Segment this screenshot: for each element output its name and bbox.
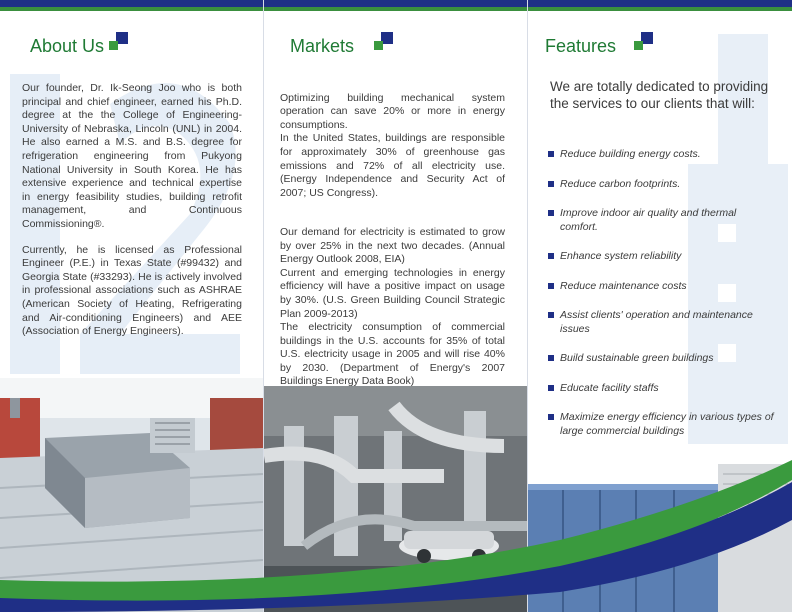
square-bullet-icon	[548, 385, 554, 391]
heading-square-icon	[634, 41, 643, 50]
list-item: Educate facility staffs	[548, 382, 774, 396]
square-bullet-icon	[548, 312, 554, 318]
list-item: Enhance system reliability	[548, 250, 774, 264]
list-item: Reduce carbon footprints.	[548, 178, 774, 192]
about-heading: About Us	[30, 36, 105, 56]
list-item: Improve indoor air quality and thermal comfort.	[548, 207, 774, 234]
markets-paragraph: Optimizing building mechanical system operation can save 20% or more in energy consumptions. In the United States, buildings are responsible for approximately 30% of greenhouse gas emissions and 72% of all electricity use. (Energy Independence and Security Act of 2007; US Congress).	[280, 91, 505, 199]
markets-paragraph: Our demand for electricity is estimated to grow by over 25% in the next two decades. (Annual Energy Outlook 2008, EIA) Current and emerging technologies in energy efficiency will have a positive impact on usage by 30%. (U.S. Green Building Council Strategic Plan 2009-2013) The electricity consumption of commercial buildings in the U.S. accounts for 35% of total U.S. electricity usage in 2005 and will rise 40% by 2030. (Department of Energy's 2007 Buildings Energy Data Book)	[280, 225, 505, 388]
markets-heading: Markets	[290, 36, 355, 56]
top-band	[0, 0, 792, 14]
features-heading: Features	[545, 36, 617, 56]
square-bullet-icon	[548, 253, 554, 259]
list-item: Maximize energy efficiency in various types of large commercial buildings	[548, 411, 774, 438]
list-item: Assist clients' operation and maintenance issues	[548, 309, 774, 336]
top-band-green	[0, 7, 792, 11]
about-paragraph: Our founder, Dr. Ik-Seong Joo who is both principal and chief engineer, earned his Ph.D. degree at the the College of Engineering- University of Nebraska, Lincoln (UNL) in 2004. He also earned a M.S. and B.S. degree for refrigeration engineering from Pukyong National University in South Korea. He has extensive experience and technical expertise in energy feasibility studies, building retrofit management, and Continuous Commissioning®.	[22, 82, 242, 230]
list-item: Reduce building energy costs.	[548, 148, 774, 162]
square-bullet-icon	[548, 210, 554, 216]
decorative-swoosh	[0, 440, 792, 612]
markets-body	[280, 78, 505, 415]
about-body	[22, 82, 242, 351]
features-intro: We are totally dedicated to providing the services to our clients that will:	[550, 79, 769, 111]
top-band-navy	[0, 0, 792, 7]
square-bullet-icon	[548, 355, 554, 361]
heading-square-icon	[109, 41, 118, 50]
list-item: Reduce maintenance costs	[548, 280, 774, 294]
about-paragraph: Currently, he is licensed as Professional Engineer (P.E.) in Texas State (#99432) and Georgia State (#33293). He is actively involved in professional associations such as ASHRAE (American Society of Heating, Refrigerating and Air-conditioning Engineers) and AEE (Association of Energy Engineers).	[22, 243, 242, 338]
list-item: Build sustainable green buildings	[548, 352, 774, 366]
square-bullet-icon	[548, 283, 554, 289]
features-list	[548, 148, 774, 438]
heading-square-icon	[374, 41, 383, 50]
square-bullet-icon	[548, 181, 554, 187]
square-bullet-icon	[548, 414, 554, 420]
square-bullet-icon	[548, 151, 554, 157]
